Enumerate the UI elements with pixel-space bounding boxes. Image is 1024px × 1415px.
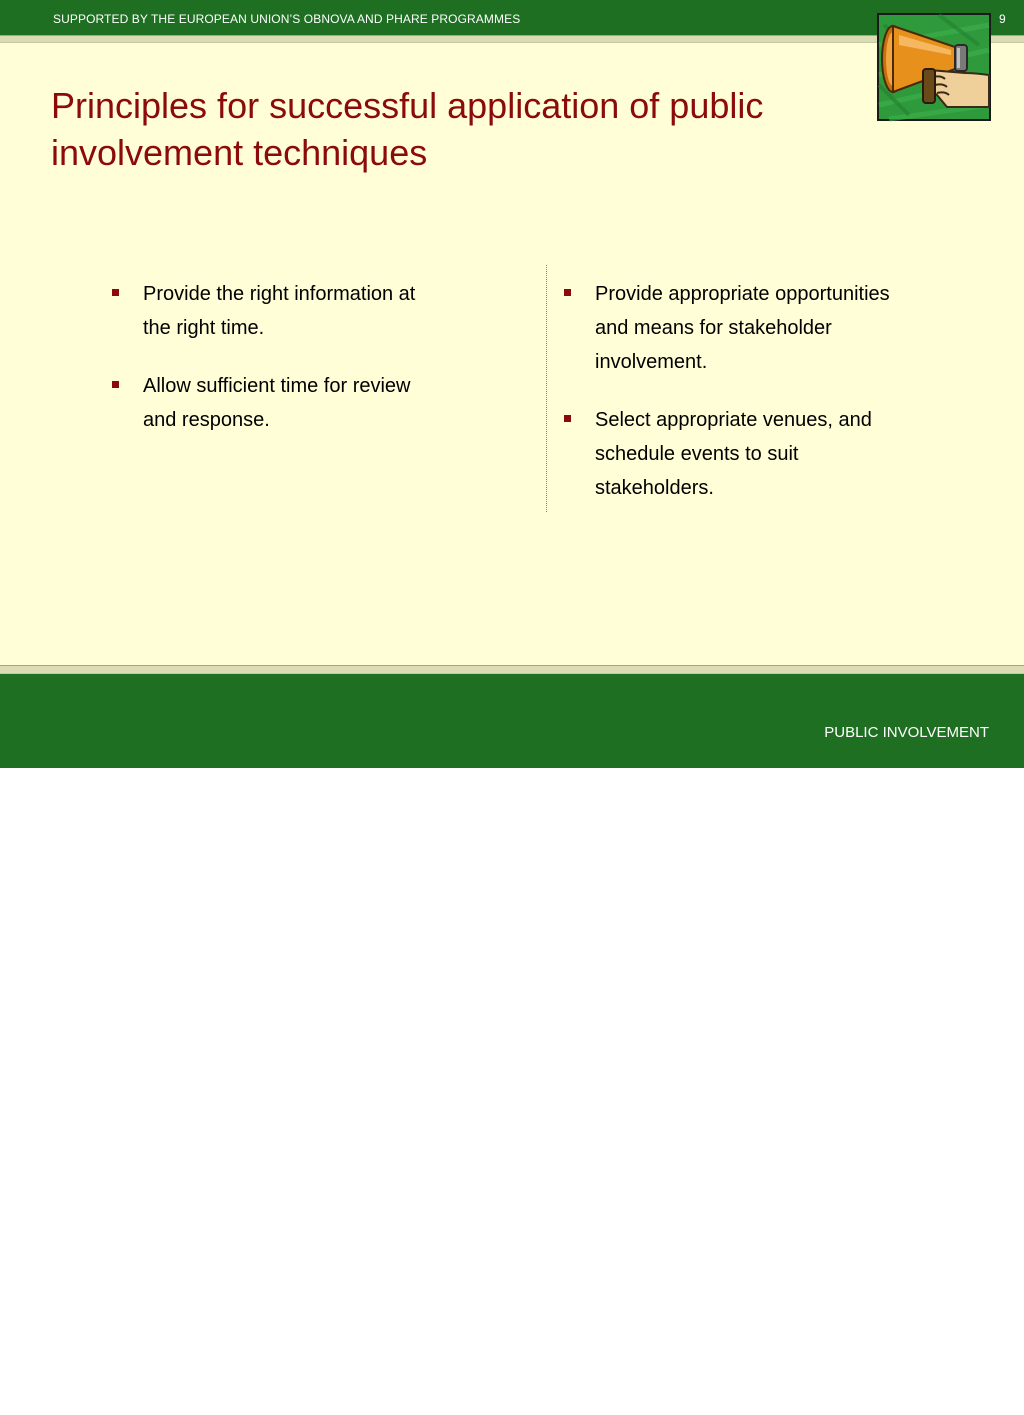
list-item	[112, 369, 472, 437]
square-bullet-icon	[564, 289, 571, 296]
slide-title	[51, 82, 851, 176]
bullet-text-line: and response.	[143, 409, 270, 431]
column-divider	[546, 265, 547, 512]
slide-title-line-2: involvement techniques	[51, 132, 428, 173]
footer-manual-title-line-1: EIA TRAINING RESOURCE MANUAL	[53, 1378, 308, 1395]
footer-divider-line	[0, 665, 1024, 674]
bullet-text-line: Select appropriate venues, and	[595, 409, 872, 431]
header-bar	[0, 0, 1024, 35]
bullet-text-line: involvement.	[595, 351, 708, 373]
left-bullet-list	[112, 277, 472, 461]
bullet-text-line: Provide the right information at	[143, 283, 416, 305]
header-banner-text: SUPPORTED BY THE EUROPEAN UNION’S OBNOVA AND PHARE PROGRAMMES	[53, 12, 521, 26]
right-bullet-list	[564, 277, 944, 529]
bullet-text-line: stakeholders.	[595, 477, 714, 499]
square-bullet-icon	[112, 289, 119, 296]
slide-title-line-1: Principles for successful application of public	[51, 85, 764, 126]
list-item	[564, 403, 944, 505]
page-number: 9	[999, 12, 1006, 26]
footer-section-label: PUBLIC INVOLVEMENT	[824, 724, 989, 741]
list-item	[564, 277, 944, 379]
bullet-text-line: Provide appropriate opportunities	[595, 283, 890, 305]
bullet-text-line: schedule events to suit	[595, 443, 799, 465]
list-item	[112, 277, 472, 345]
footer-bar	[0, 674, 1024, 1414]
square-bullet-icon	[112, 381, 119, 388]
bullet-text-line: and means for stakeholder	[595, 317, 832, 339]
square-bullet-icon	[564, 415, 571, 422]
header-divider-line	[0, 35, 1024, 43]
footer-manual-title-line-2: FOR SOUTH EASTERN EUROPE	[53, 1397, 284, 1414]
footer-manual-title	[53, 1377, 308, 1415]
bullet-text-line: the right time.	[143, 317, 265, 339]
bullet-text-line: Allow sufficient time for review	[143, 375, 411, 397]
megaphone-icon	[877, 13, 991, 121]
